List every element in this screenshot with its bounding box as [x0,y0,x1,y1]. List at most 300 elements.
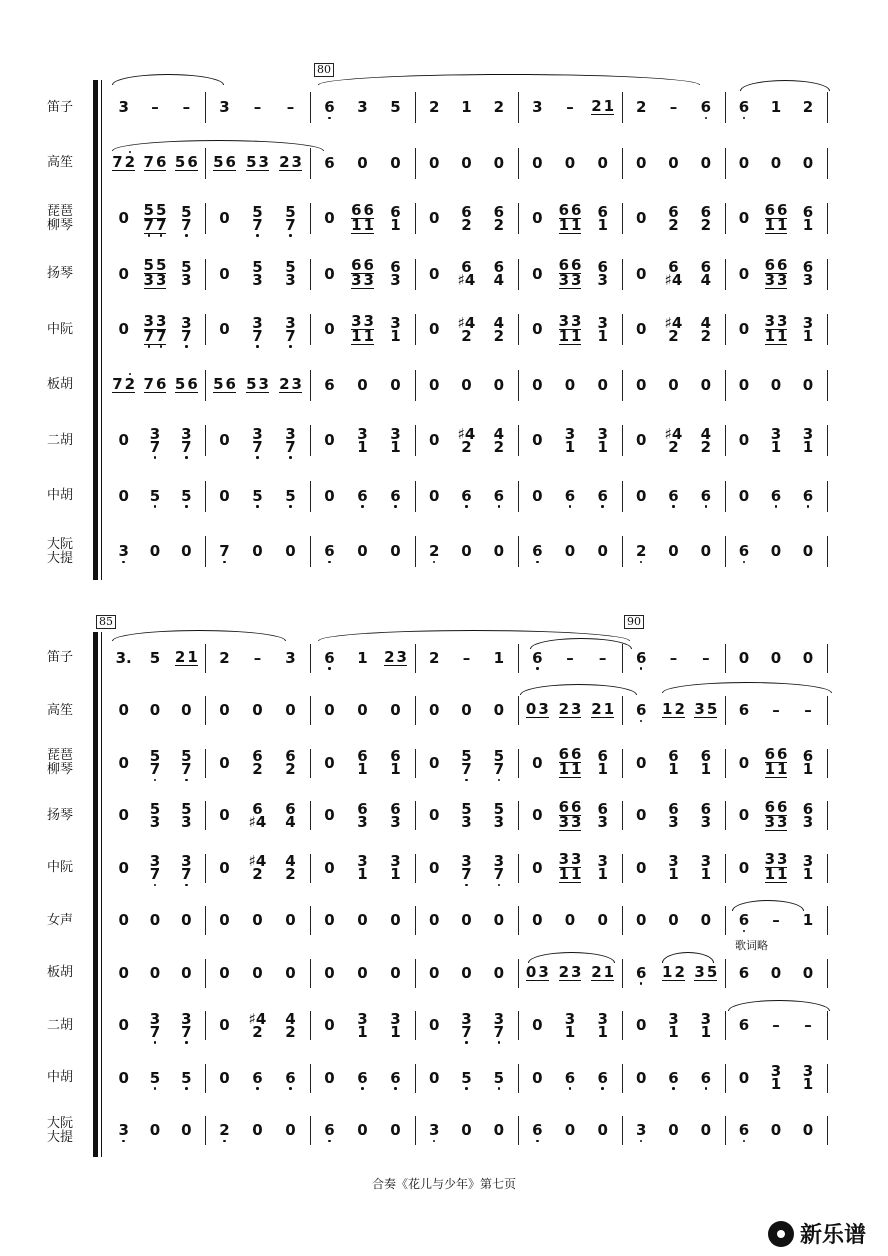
note-beat: 0 [668,911,679,930]
note-beat: 0 3 [525,700,549,719]
measure [625,80,722,136]
note-beat: 5 7 [461,747,472,779]
note-beat: 6 [738,98,750,117]
note-beat: 0 [668,375,679,394]
measure [625,358,722,414]
measure [521,1000,619,1053]
measure [521,413,619,469]
note-beat: 0 [118,431,129,450]
note-beat: 0 [285,1121,296,1140]
note-beat: 6 6 1 1 [558,745,582,779]
note-beat: 3 1 [668,1009,679,1041]
measure [418,469,515,525]
note-beat: 6 [324,542,335,561]
barline [205,92,206,123]
note-beat: 0 [357,911,368,930]
barline [827,203,828,234]
note-beat: 6 [493,486,505,505]
instrument-label: 高笙 [46,702,73,718]
note-beat: 2 1 [591,700,615,719]
instrument-part [0,737,888,790]
note-beat: 3 3 1 1 [764,311,788,345]
measure [625,842,722,895]
note-beat: 6 [324,375,335,394]
measure [418,685,515,738]
barline [415,644,416,673]
note-beat: 3 7 [285,424,296,456]
note-beat: 0 [149,911,161,930]
note-beat: ♯4 2 [457,313,476,345]
note-beat: 6 [597,486,608,505]
note-beat: 6 2 [493,202,505,234]
note-beat: 0 [390,911,401,930]
system2-staff-system [0,632,888,1157]
note-beat: 0 [597,911,608,930]
barline [518,203,519,234]
barline [622,203,623,234]
note-beat: 0 [461,911,472,930]
note-beat: 6 3 [390,799,401,831]
note-beat: 6 [635,963,647,982]
note-beat: 1 [802,911,814,930]
note-beat: 6 [532,1121,543,1140]
note-beat: 3 7 [493,1009,505,1041]
slur [112,74,224,85]
note-beat: 0 [357,701,368,720]
note-beat: 0 [532,858,543,877]
measure [108,895,202,948]
measure [108,842,202,895]
note-beat: 0 [428,264,440,283]
note-beat: 5 [461,1068,472,1087]
barline [310,536,311,567]
barline [827,644,828,673]
barline [725,749,726,778]
note-beat: 0 [532,153,543,172]
measure [208,80,307,136]
note-beat: 0 [597,153,608,172]
instrument-label: 女声 [46,912,73,928]
barline [415,906,416,935]
barline [310,1064,311,1093]
note-beat: 5 7 [181,747,192,779]
note-beat: 2 [802,98,814,117]
note-beat: 3 [118,98,129,117]
note-beat: 6 [738,1016,750,1035]
barline [310,370,311,401]
note-beat: – [566,648,574,667]
instrument-label: 大阮 大提 [46,1115,73,1145]
measure [625,895,722,948]
measure [313,895,412,948]
note-beat: 3 1 [700,852,712,884]
note-beat: 0 [738,431,750,450]
instrument-part [0,358,888,414]
barline [725,92,726,123]
note-beat: 0 [285,542,296,561]
note-beat: 0 [252,911,263,930]
note-beat: 6 3 [802,799,814,831]
measure [108,302,202,358]
note-beat: 2 [428,542,440,561]
note-beat: 5 [149,486,161,505]
note-beat: 6 4 [493,258,505,290]
measure [728,469,824,525]
barline [310,1011,311,1040]
barline [725,696,726,725]
note-beat: 6 6 3 3 [764,797,788,831]
barline [205,1064,206,1093]
note-beat: 0 [635,209,647,228]
note-beat: 2 [493,98,505,117]
note-beat: 0 [219,701,230,720]
note-beat: 3 7 [461,1009,472,1041]
barline [415,148,416,179]
barline [827,481,828,512]
instrument-label: 高笙 [46,155,73,171]
measure [418,1000,515,1053]
note-beat: 7 2 [112,152,136,171]
note-beat: 0 [428,375,440,394]
note-beat: 3 7 [181,852,192,884]
barline [205,370,206,401]
measure [625,302,722,358]
measure [313,80,412,136]
note-beat: – [772,911,780,930]
note-beat: 3 7 [181,1009,192,1041]
note-beat: 0 [635,858,647,877]
note-beat: 0 [532,209,543,228]
note-beat: 6 [700,486,712,505]
barline [827,148,828,179]
note-beat: 6 [324,153,335,172]
note-beat: 0 [564,153,576,172]
barline [622,481,623,512]
note-beat: 0 [252,701,263,720]
note-beat: 3 1 [802,424,814,456]
barline [622,801,623,830]
measure [108,413,202,469]
barline [415,370,416,401]
barline [725,1116,726,1145]
note-beat: 0 [802,648,814,667]
note-beat: 3. [115,648,132,667]
barline [205,425,206,456]
barline [415,1011,416,1040]
barline [725,370,726,401]
note-beat: 3 5 [694,700,718,719]
barline [310,259,311,290]
measure [521,737,619,790]
barline [725,203,726,234]
note-beat: 5 [285,486,296,505]
measure [313,685,412,738]
instrument-label: 扬琴 [46,266,73,282]
instrument-part [0,469,888,525]
note-beat: 0 [738,153,750,172]
measure [625,524,722,580]
measure [313,191,412,247]
barline [725,536,726,567]
note-beat: 6 ♯4 [248,799,267,831]
note-beat: – [151,98,159,117]
note-beat: 3 1 [390,852,401,884]
note-beat: 0 [770,375,782,394]
measure [728,842,824,895]
measure [418,302,515,358]
note-beat: 5 3 [252,258,263,290]
note-beat: 3 3 1 1 [558,311,582,345]
note-beat: – [702,648,710,667]
barline [725,1011,726,1040]
note-beat: 0 [324,963,335,982]
barline [725,481,726,512]
note-beat: 0 [118,1016,129,1035]
instrument-part [0,302,888,358]
measure [108,685,202,738]
note-beat: 0 [428,753,440,772]
note-beat: 6 6 1 1 [558,200,582,234]
measure-number: 80 [314,63,334,77]
note-beat: 3 7 [149,424,161,456]
note-beat: 4 2 [493,424,505,456]
barline [415,425,416,456]
note-beat: 5 5 7 7 [143,200,167,234]
measure [728,1052,824,1105]
note-beat: 0 [532,1016,543,1035]
note-beat: 0 [181,1121,192,1140]
barline [415,203,416,234]
note-beat: 3 [532,98,543,117]
measure [521,842,619,895]
barline [622,148,623,179]
note-beat: 6 [532,648,543,667]
barline [205,536,206,567]
barline [725,644,726,673]
instrument-part [0,842,888,895]
note-beat: 6 [390,1068,401,1087]
barline [310,959,311,988]
note-beat: 0 [118,264,129,283]
note-beat: 3 1 [390,424,401,456]
barline [827,536,828,567]
note-beat: 5 7 [285,202,296,234]
note-beat: 6 2 [285,747,296,779]
instrument-part [0,1105,888,1158]
instrument-label: 中阮 [46,321,73,337]
measure [521,80,619,136]
note-beat: 0 [219,753,230,772]
measure [108,1105,202,1158]
note-beat: 6 [700,98,712,117]
note-beat: 6 [461,486,472,505]
barline [205,1116,206,1145]
note-beat: 0 [635,1016,647,1035]
measure [313,947,412,1000]
measure [108,947,202,1000]
note-beat: 0 [428,1068,440,1087]
barline [415,536,416,567]
note-beat: 0 [635,806,647,825]
barline [622,959,623,988]
note-beat: 0 [252,1121,263,1140]
measure [418,247,515,303]
barline [310,749,311,778]
barline [415,259,416,290]
barline [827,370,828,401]
measure [625,1052,722,1105]
note-beat: 1 2 [662,700,685,719]
instrument-label: 琵琶 柳琴 [46,748,73,778]
note-beat: 6 6 1 1 [351,200,374,234]
note-beat: 0 [493,153,505,172]
barline [622,1011,623,1040]
note-beat: 6 1 [802,202,814,234]
measure [728,191,824,247]
note-beat: 0 [149,963,161,982]
note-beat: 6 [597,1068,608,1087]
measure [313,358,412,414]
measure [625,413,722,469]
barline [415,92,416,123]
note-beat: 3 1 [564,1009,576,1041]
note-beat: 0 [357,542,368,561]
note-beat: 7 [219,542,230,561]
note-beat: 3 1 [597,313,608,345]
barline [205,259,206,290]
barline [415,314,416,345]
instrument-label: 琵琶 柳琴 [46,203,73,233]
note-beat: 3 1 [357,424,368,456]
note-beat: 3 [118,542,129,561]
instrument-part [0,413,888,469]
measure [208,685,307,738]
note-beat: 6 [324,98,335,117]
note-beat: 1 [493,648,505,667]
note-beat: 3 [285,648,296,667]
measure [521,136,619,192]
note-beat: 4 2 [700,424,712,456]
note-beat: 0 [493,375,505,394]
note-beat: 5 [181,1068,192,1087]
note-beat: 5 3 [493,799,505,831]
barline [827,1116,828,1145]
note-beat: 0 [219,320,230,339]
note-beat: 3 1 [770,424,782,456]
note-beat: 0 [493,1121,505,1140]
note-beat: 6 [564,1068,576,1087]
barline [622,1064,623,1093]
note-beat: 0 [461,153,472,172]
note-beat: 0 [738,806,750,825]
measure [208,302,307,358]
note-beat: 3 7 [285,313,296,345]
measure [313,302,412,358]
note-beat: 3 3 1 1 [558,850,582,884]
note-beat: 0 [285,911,296,930]
barline [518,959,519,988]
note-beat: 6 ♯4 [664,258,683,290]
note-beat: 5 6 [213,374,236,393]
measure [313,737,412,790]
note-beat: 5 6 [213,152,236,171]
note-beat: 0 [219,1016,230,1035]
measure [728,136,824,192]
barline [310,425,311,456]
note-beat: 3 [357,98,368,117]
measure [108,358,202,414]
instrument-label: 二胡 [46,1017,73,1033]
note-beat: 0 [428,911,440,930]
instrument-label: 中胡 [46,1070,73,1086]
note-beat: 3 1 [770,1062,782,1094]
note-beat: 0 [635,153,647,172]
note-beat: 0 [428,209,440,228]
measure [313,1105,412,1158]
barline [622,749,623,778]
note-beat: 5 3 [285,258,296,290]
note-beat: 3 3 7 7 [143,311,167,345]
note-beat: 0 [324,431,335,450]
measure [521,524,619,580]
note-beat: 3 1 [802,1062,814,1094]
barline [518,314,519,345]
note-beat: 3 7 [181,313,192,345]
barline [827,92,828,123]
barline [205,906,206,935]
measure [521,1052,619,1105]
note-beat: 0 [390,153,401,172]
note-beat: 0 [219,806,230,825]
barline [518,854,519,883]
note-beat: 6 3 [597,258,608,290]
note-beat: 4 2 [285,1009,296,1041]
barline [310,148,311,179]
note-beat: 6 1 [390,747,401,779]
barline [205,801,206,830]
instrument-label: 笛子 [46,650,73,666]
note-beat: 6 6 1 1 [764,200,788,234]
note-beat: 6 [532,542,543,561]
note-beat: – [772,1016,780,1035]
instrument-label: 大阮 大提 [46,536,73,566]
note-beat: 3 1 [390,1009,401,1041]
note-beat: 0 [181,542,192,561]
barline [622,259,623,290]
measure [208,358,307,414]
barline [622,854,623,883]
note-beat: 0 [493,963,505,982]
note-beat: 0 [461,375,472,394]
barline [725,314,726,345]
note-beat: 0 [738,486,750,505]
note-beat: 3 1 [802,852,814,884]
note-beat: 0 [700,542,712,561]
note-beat: 6 [285,1068,296,1087]
note-beat: 0 [219,858,230,877]
note-beat: 0 [324,806,335,825]
note-beat: 6 1 [802,747,814,779]
measure [313,136,412,192]
note-beat: 0 [461,963,472,982]
barline [725,1064,726,1093]
note-beat: 0 [635,264,647,283]
measure [418,790,515,843]
measure [521,302,619,358]
measure [108,790,202,843]
measure [625,136,722,192]
measure [728,737,824,790]
